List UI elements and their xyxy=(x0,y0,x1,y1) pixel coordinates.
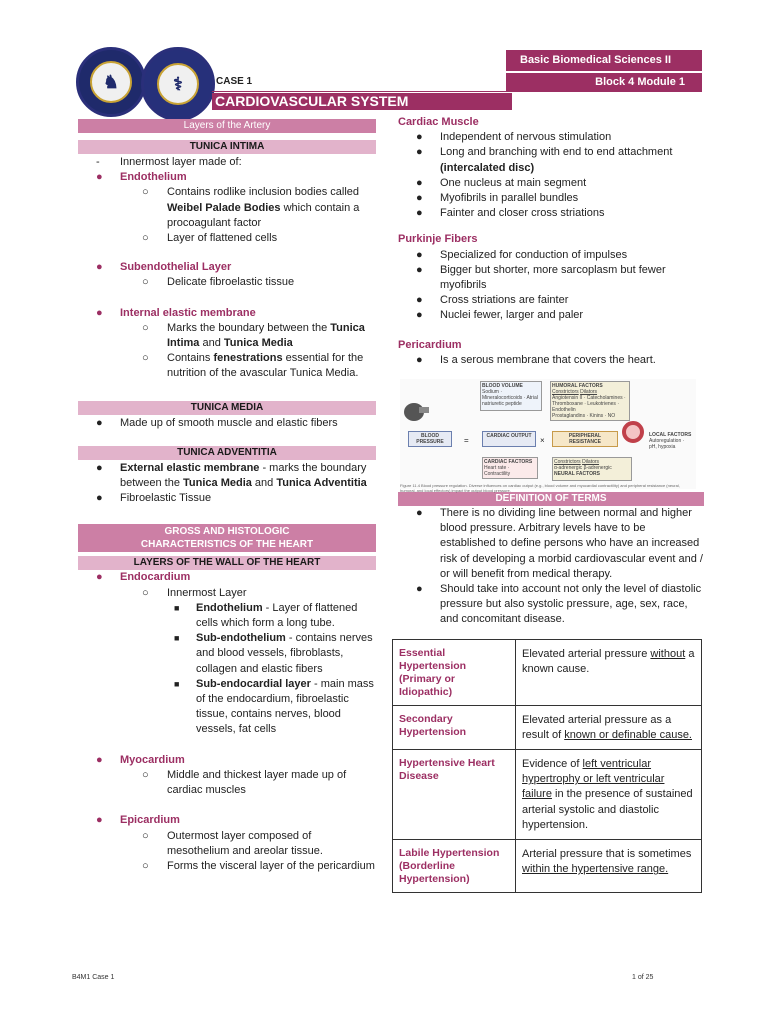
table-row xyxy=(393,705,702,749)
subendothelial-heading: ● Subendothelial Layer xyxy=(96,261,232,274)
definition-cell: Elevated arterial pressure without a known cause. xyxy=(516,639,702,705)
list-item: ● Specialized for conduction of impulses xyxy=(416,248,628,261)
definition-cell: Elevated arterial pressure as a result of known or definable cause. xyxy=(516,705,702,749)
neural-box: Constrictors Dilators α-adrenergic β-adrenergic NEURAL FACTORS xyxy=(552,457,632,481)
list-item: ● Independent of nervous stimulation xyxy=(416,131,612,144)
list-item: ○ Marks the boundary between the Tunica Intima and Tunica Media xyxy=(142,321,365,350)
list-item: ■ Sub-endocardial layer - main mass of the endocardium, fibroelastic tissue, contains nerves, blood vessels, fat cells xyxy=(174,677,374,736)
list-item: ● Fainter and closer cross striations xyxy=(416,207,605,220)
right-column xyxy=(398,115,704,893)
left-column xyxy=(78,119,376,874)
endocardium-heading: ● Endocardium xyxy=(96,571,191,584)
hypertension-definitions-table xyxy=(392,639,702,893)
course-name: Basic Biomedical Sciences II xyxy=(506,50,702,71)
list-item: ○ Layer of flattened cells xyxy=(142,232,278,245)
list-item: ○ Contains fenestrations essential for the nutrition of the avascular Tunica Media. xyxy=(142,352,364,380)
table-row xyxy=(393,750,702,840)
figure-caption: Figure 11.4 Blood pressure regulation. Diverse influences on cardiac output (e.g., blood volume and myocardial contractility) and peripheral resistance (neural, humoral, and local effectors) impact the output blood pressure. xyxy=(400,483,680,494)
list-item: ○ Delicate fibroelastic tissue xyxy=(142,276,295,289)
internal-elastic-heading: ● Internal elastic membrane xyxy=(96,306,256,319)
table-row xyxy=(393,639,702,705)
tunica-intima-heading: TUNICA INTIMA xyxy=(78,140,376,154)
term-cell: Hypertensive Heart Disease xyxy=(393,750,516,840)
header-divider xyxy=(212,91,702,92)
list-item: ● Fibroelastic Tissue xyxy=(96,492,212,505)
peripheral-resistance-box: PERIPHERAL RESISTANCE xyxy=(552,431,618,447)
endothelium-heading: ● Endothelium xyxy=(96,171,187,184)
blood-pressure-box: BLOOD PRESSURE xyxy=(408,431,452,447)
purkinje-heading: Purkinje Fibers xyxy=(398,233,478,246)
blood-volume-box: BLOOD VOLUME Sodium · Mineralocorticoids · Atrial natriuretic peptide xyxy=(480,381,542,411)
myocardium-heading: ● Myocardium xyxy=(96,753,185,766)
page-title: CARDIOVASCULAR SYSTEM xyxy=(212,93,512,110)
cardiac-output-box: CARDIAC OUTPUT xyxy=(482,431,536,447)
term-cell: Secondary Hypertension xyxy=(393,705,516,749)
list-item: ○ Forms the visceral layer of the pericardium xyxy=(142,859,375,872)
list-item: ● Cross striations are fainter xyxy=(416,294,569,307)
times-sign: × xyxy=(540,436,545,446)
list-item: ● Myofibrils in parallel bundles xyxy=(416,192,579,205)
list-item: ● There is no dividing line between normal and higher blood pressure. Arbitrary levels have to be established to define persons who have an increased risk of developing a morbid cardiovascular event and / or will benefit from medical therapy. xyxy=(416,507,703,580)
list-item: ● Bigger but shorter, more sarcoplasm but fewer myofibrils xyxy=(416,263,666,292)
list-item: ● One nucleus at main segment xyxy=(416,176,587,189)
equals-sign: = xyxy=(464,436,469,446)
list-item: ● Long and branching with end to end attachment (intercalated disc) xyxy=(416,146,673,174)
footer-doc-id: B4M1 Case 1 xyxy=(72,974,115,981)
definition-cell: Evidence of left ventricular hypertrophy or left ventricular failure in the presence of sustained arterial systolic and diastolic hypertension. xyxy=(516,750,702,840)
local-factors-label: LOCAL FACTORS Autoregulation · pH, hypoxia xyxy=(649,432,692,451)
epicardium-heading: ● Epicardium xyxy=(96,814,180,827)
list-item: ■ Endothelium - Layer of flattened cells which form a long tube. xyxy=(174,601,358,630)
term-cell: Labile Hypertension (Borderline Hypertension) xyxy=(393,840,516,893)
term-cell: Essential Hypertension (Primary or Idiopathic) xyxy=(393,639,516,705)
list-item: ○ Innermost Layer xyxy=(142,586,247,599)
list-item: ○ Middle and thickest layer made up of cardiac muscles xyxy=(142,768,347,797)
list-item: - Innermost layer made of: xyxy=(96,156,242,168)
table-row xyxy=(393,840,702,893)
list-item: ○ Outermost layer composed of mesothelium and areolar tissue. xyxy=(142,829,323,857)
case-label: CASE 1 xyxy=(216,76,253,87)
bp-regulation-figure xyxy=(400,379,696,494)
cardiac-factors-box: CARDIAC FACTORS Heart rate · Contractility xyxy=(482,457,538,479)
list-item: ■ Sub-endothelium - contains nerves and blood vessels, fibroblasts, collagen and elastic fibers xyxy=(174,632,373,675)
tunica-adventitia-heading: TUNICA ADVENTITIA xyxy=(78,446,376,460)
list-item: ● Should take into account not only the level of diastolic pressure but also systolic pressure, age, sex, race, and concomitant disease. xyxy=(416,583,702,626)
gross-histologic-bar: GROSS AND HISTOLOGIC CHARACTERISTICS OF THE HEART xyxy=(78,524,376,552)
layers-artery-bar: Layers of the Artery xyxy=(78,119,376,133)
list-item: ● Is a serous membrane that covers the heart. xyxy=(416,353,656,366)
tunica-media-heading: TUNICA MEDIA xyxy=(78,401,376,415)
college-logo xyxy=(76,47,146,117)
caduceus-icon: ⚕ xyxy=(157,63,199,105)
list-item: ● Nuclei fewer, larger and paler xyxy=(416,309,584,322)
list-item: ● Made up of smooth muscle and elastic fibers xyxy=(96,416,338,429)
bp-cuff-icon xyxy=(402,399,430,425)
definition-terms-bar: DEFINITION OF TERMS xyxy=(398,492,704,506)
horse-emblem-icon: ♞ xyxy=(90,61,132,103)
layers-wall-heading: LAYERS OF THE WALL OF THE HEART xyxy=(78,556,376,570)
list-item: ○ Contains rodlike inclusion bodies called Weibel Palade Bodies which contain a procoagulant factor xyxy=(142,186,360,229)
definition-cell: Arterial pressure that is sometimes within the hypertensive range. xyxy=(516,840,702,893)
university-logo xyxy=(141,47,215,121)
footer-page-number: 1 of 25 xyxy=(632,974,654,981)
vessel-icon xyxy=(622,421,644,443)
cardiac-muscle-heading: Cardiac Muscle xyxy=(398,116,479,128)
list-item: ● External elastic membrane - marks the boundary between the Tunica Media and Tunica Adventitia xyxy=(96,461,367,490)
pericardium-heading: Pericardium xyxy=(398,338,462,351)
humoral-box: HUMORAL FACTORS Constrictors Dilators Angiotensin II · Catecholamines · Thromboxane · Leukotrienes · Endothelin Prostaglandins · Kinins · NO xyxy=(550,381,630,421)
block-module: Block 4 Module 1 xyxy=(506,73,702,92)
